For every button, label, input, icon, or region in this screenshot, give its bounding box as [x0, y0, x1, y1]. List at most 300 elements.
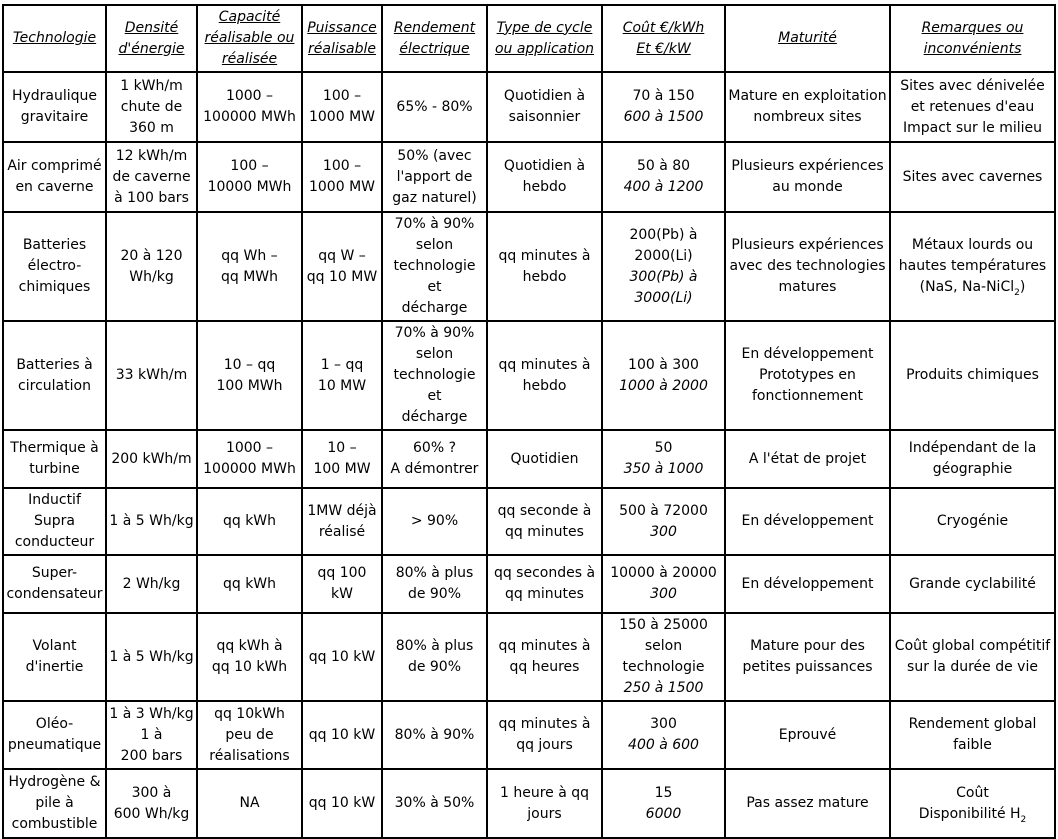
cell-line: Disponibilité H	[918, 805, 1021, 822]
cell-line: turbine	[29, 461, 80, 477]
cell-line: Cryogénie	[936, 513, 1009, 529]
cell-line: Technologie	[12, 30, 97, 46]
cell-line: 360 m	[129, 119, 174, 136]
cell-remarks	[890, 212, 1055, 321]
cell-line: Inductif Supra	[28, 492, 81, 529]
cell-maturity	[725, 555, 890, 613]
cell-line: Indépendant de la	[908, 440, 1037, 456]
cell-line: Produits chimiques	[906, 367, 1039, 383]
cell-line: et retenues d'eau	[910, 98, 1035, 115]
cell-density	[106, 769, 197, 838]
cell-efficiency	[382, 430, 487, 488]
cell-line: Impact sur le milieu	[903, 119, 1042, 136]
cell-density	[106, 488, 197, 555]
cell-line: réalisé	[318, 523, 366, 540]
cell-line: Coût	[956, 784, 989, 801]
cell-line: 600 Wh/kg	[113, 805, 190, 822]
cell-cost	[602, 613, 725, 701]
table-row	[3, 613, 1055, 701]
table-row	[3, 488, 1055, 555]
cell-efficiency	[382, 321, 487, 430]
cell-line: combustible	[11, 816, 98, 832]
cell-line: A l'état de projet	[748, 450, 867, 467]
cell-line: qq minutes à	[498, 716, 591, 732]
cell-line: inconvénients	[923, 40, 1022, 57]
cell-line: Plusieurs expériences	[731, 158, 884, 174]
cell-line: 1000 –	[225, 440, 274, 456]
cell-line: qq minutes	[505, 523, 584, 540]
cell-line: Hydrogène &	[8, 774, 101, 790]
cell-density	[106, 613, 197, 701]
cell-line: Type de cycle	[496, 19, 593, 36]
cell-line: En développement	[741, 575, 874, 592]
cell-efficiency	[382, 613, 487, 701]
cell-line: 100 –	[322, 158, 362, 174]
cell-line: de 90%	[407, 659, 462, 675]
cell-remarks	[890, 701, 1055, 769]
cell-capacity	[197, 613, 302, 701]
table-row	[3, 212, 1055, 321]
cell-line: 1 kWh/m	[120, 77, 183, 94]
cell-line: 100 MWh	[216, 377, 283, 394]
cell-line: technologie et	[393, 258, 476, 295]
cell-cost	[602, 701, 725, 769]
cell-efficiency	[382, 142, 487, 212]
cell-line: 10 MW	[317, 377, 367, 394]
cell-line: 3000(Li)	[634, 289, 693, 306]
closing-paren: )	[1019, 279, 1026, 295]
cell-line: > 90%	[410, 513, 459, 529]
cell-line: 400 à 600	[628, 737, 699, 753]
cell-line: nombreux sites	[753, 109, 862, 125]
table-row	[3, 321, 1055, 430]
table-row	[3, 769, 1055, 838]
cell-line: Métaux lourds ou	[911, 237, 1034, 253]
cell-line: Et €/kW	[636, 40, 691, 57]
cell-capacity	[197, 321, 302, 430]
cell-line: Batteries	[22, 237, 87, 253]
cell-cost	[602, 142, 725, 212]
cell-line: géographie	[932, 461, 1013, 477]
cell-line: qq 10 kW	[308, 648, 376, 665]
cell-power	[302, 613, 382, 701]
cell-line: conducteur	[14, 534, 95, 550]
cell-cycle	[487, 769, 602, 838]
cell-line: d'inertie	[25, 659, 84, 675]
cell-line: 100 MW	[313, 461, 371, 477]
cell-power	[302, 72, 382, 142]
table-row	[3, 701, 1055, 769]
cell-efficiency	[382, 72, 487, 142]
cell-density	[106, 72, 197, 142]
cell-line: en caverne	[15, 179, 94, 195]
cell-line: 70% à 90%	[394, 216, 475, 232]
cell-cycle	[487, 488, 602, 555]
cell-line: qq 10kWh	[214, 705, 285, 722]
cell-power	[302, 488, 382, 555]
cell-line: 1000 MW	[308, 179, 375, 195]
cell-line: 80% à 90%	[394, 726, 475, 743]
subscript: 2	[1020, 814, 1027, 825]
cell-line: selon technologie	[622, 638, 705, 675]
cell-cycle	[487, 430, 602, 488]
cell-cost	[602, 488, 725, 555]
cell-line: 15	[654, 784, 673, 801]
energy-storage-table	[2, 4, 1056, 839]
cell-line: avec des technologies	[729, 258, 886, 274]
cell-line: qq minutes à	[498, 356, 591, 373]
cell-line: Mature pour des	[750, 638, 865, 654]
cell-tech	[3, 769, 106, 838]
cell-line: Thermique à	[10, 440, 99, 456]
cell-line: hautes températures	[898, 258, 1047, 274]
cell-line: 350 à 1000	[623, 461, 704, 477]
cell-line: qq secondes à	[493, 565, 596, 581]
cell-line: qq MWh	[220, 268, 279, 285]
cell-tech	[3, 555, 106, 613]
cell-line: Oléo-	[35, 716, 74, 732]
cell-line: Densité	[124, 19, 179, 36]
cell-line: Grande cyclabilité	[909, 575, 1036, 592]
cell-line: Quotidien	[510, 450, 579, 467]
cell-power	[302, 769, 382, 838]
cell-line: circulation	[18, 377, 91, 394]
subscript: 2	[1014, 287, 1020, 298]
cell-line: qq 100 kW	[317, 565, 367, 602]
cell-cost	[602, 212, 725, 321]
cell-tech	[3, 212, 106, 321]
cell-line: Super-	[31, 565, 78, 581]
cell-line: Batteries à	[16, 356, 93, 373]
cell-cycle	[487, 72, 602, 142]
cell-line: 600 à 1500	[623, 109, 704, 125]
cell-line: selon	[415, 346, 454, 362]
cell-line: Quotidien à	[503, 158, 586, 174]
cell-line: 1000 –	[225, 88, 274, 104]
cell-line: Coût €/kWh	[622, 19, 705, 36]
cell-line: réalisations	[209, 747, 290, 764]
table-row	[3, 430, 1055, 488]
cell-density	[106, 321, 197, 430]
cell-remarks	[890, 613, 1055, 701]
cell-line: En développement	[741, 346, 874, 362]
cell-line: selon	[415, 237, 454, 253]
cell-density	[106, 701, 197, 769]
header-cycle	[487, 5, 602, 72]
cell-line: 500 à 72000	[619, 502, 708, 519]
cell-maturity	[725, 701, 890, 769]
cell-line: qq seconde à	[497, 502, 592, 519]
cell-line: 10000 à 20000	[610, 565, 717, 581]
cell-tech	[3, 142, 106, 212]
cell-maturity	[725, 769, 890, 838]
cell-tech	[3, 488, 106, 555]
cell-cycle	[487, 212, 602, 321]
cell-line: gravitaire	[20, 109, 89, 125]
cell-line: de 90%	[407, 586, 462, 602]
cell-line: jours	[527, 805, 562, 822]
cell-line: Quotidien à	[503, 88, 586, 104]
cell-line: 300(Pb) à	[629, 268, 698, 285]
cell-line: 100 –	[230, 158, 269, 174]
cell-line: peu de	[225, 726, 274, 743]
cell-line: matures	[778, 279, 837, 295]
cell-line: 20 à 120	[120, 247, 183, 264]
header-row	[3, 5, 1055, 72]
cell-line: faible	[953, 737, 992, 753]
cell-density	[106, 142, 197, 212]
cell-line: hebdo	[522, 179, 567, 195]
cell-line: 65% - 80%	[396, 98, 473, 115]
cell-line: 200 bars	[120, 747, 183, 764]
cell-line: 50	[654, 440, 673, 456]
cell-line: chute de	[120, 98, 183, 115]
cell-line: 80% à plus	[395, 565, 474, 581]
header-technology	[3, 5, 106, 72]
cell-cost	[602, 430, 725, 488]
cell-line: 2000(Li)	[634, 247, 693, 264]
cell-line: 80% à plus	[395, 638, 474, 654]
cell-tech	[3, 72, 106, 142]
cell-density	[106, 212, 197, 321]
cell-power	[302, 430, 382, 488]
cell-capacity	[197, 212, 302, 321]
cell-line: gaz naturel)	[392, 189, 477, 206]
cell-line: 10000 MWh	[207, 179, 292, 195]
cell-line: NA	[239, 795, 260, 811]
cell-line: décharge	[401, 409, 468, 425]
cell-tech	[3, 430, 106, 488]
cell-cycle	[487, 701, 602, 769]
cell-line: 200 kWh/m	[111, 450, 192, 467]
cell-power	[302, 321, 382, 430]
cell-line: Rendement global	[908, 716, 1037, 732]
cell-efficiency	[382, 212, 487, 321]
cell-capacity	[197, 142, 302, 212]
cell-maturity	[725, 488, 890, 555]
cell-line: 300	[650, 586, 677, 602]
cell-efficiency	[382, 488, 487, 555]
cell-cycle	[487, 555, 602, 613]
cell-line: 100000 MWh	[203, 461, 296, 477]
cell-line: Air comprimé	[7, 158, 102, 174]
cell-line: qq jours	[516, 737, 573, 753]
cell-efficiency	[382, 555, 487, 613]
cell-line: 60% ?	[413, 440, 456, 456]
cell-remarks	[890, 430, 1055, 488]
cell-line: 300	[650, 716, 677, 732]
cell-line: condensateur	[6, 586, 103, 602]
cell-tech	[3, 701, 106, 769]
cell-line: pneumatique	[7, 737, 102, 753]
cell-line: qq kWh	[222, 575, 277, 592]
cell-line: réalisable ou	[204, 30, 295, 46]
cell-line: Eprouvé	[778, 726, 837, 743]
cell-capacity	[197, 701, 302, 769]
cell-cost	[602, 555, 725, 613]
header-efficiency	[382, 5, 487, 72]
cell-line: Sites avec dénivelée	[900, 77, 1045, 94]
cell-line: réalisable	[308, 40, 376, 57]
cell-line: pile à	[35, 795, 74, 811]
cell-cost	[602, 321, 725, 430]
cell-cost	[602, 769, 725, 838]
cell-remarks	[890, 555, 1055, 613]
cell-maturity	[725, 212, 890, 321]
cell-line: qq minutes à	[498, 247, 591, 264]
header-power	[302, 5, 382, 72]
cell-line: sur la durée de vie	[907, 659, 1038, 675]
cell-maturity	[725, 321, 890, 430]
cell-efficiency	[382, 701, 487, 769]
header-density	[106, 5, 197, 72]
cell-line: qq kWh	[222, 513, 277, 529]
cell-line: Prototypes en	[759, 367, 856, 383]
cell-line: 300 à	[131, 784, 172, 801]
cell-line: Mature en exploitation	[728, 88, 887, 104]
header-remarks	[890, 5, 1055, 72]
cell-line: Wh/kg	[129, 268, 174, 285]
cell-line: En développement	[741, 513, 874, 529]
cell-line: électrique	[399, 40, 470, 57]
header-capacity	[197, 5, 302, 72]
cell-remarks	[890, 72, 1055, 142]
cell-line: petites puissances	[742, 659, 873, 675]
cell-line: A démontrer	[390, 461, 479, 477]
cell-maturity	[725, 72, 890, 142]
cell-line: hebdo	[522, 377, 567, 394]
cell-capacity	[197, 488, 302, 555]
cell-line: qq 10 kW	[308, 795, 376, 811]
cell-tech	[3, 613, 106, 701]
cell-line: qq kWh à	[216, 638, 283, 654]
cell-line: d'énergie	[118, 40, 185, 57]
cell-line: 33 kWh/m	[115, 367, 188, 383]
cell-line: qq heures	[509, 659, 580, 675]
cell-remarks	[890, 769, 1055, 838]
cell-line: réalisée	[221, 51, 278, 67]
cell-capacity	[197, 555, 302, 613]
cell-line: 70% à 90%	[394, 325, 475, 341]
cell-line: l'apport de	[396, 168, 473, 185]
cell-line: 1 à 3 Wh/kg	[109, 705, 194, 722]
cell-line: Hydraulique	[11, 88, 98, 104]
cell-power	[302, 142, 382, 212]
cell-cycle	[487, 142, 602, 212]
cell-remarks	[890, 142, 1055, 212]
cell-line: de caverne	[112, 168, 191, 185]
table-row	[3, 72, 1055, 142]
cell-power	[302, 701, 382, 769]
cell-line: 2 Wh/kg	[122, 575, 181, 592]
cell-line: qq 10 kW	[308, 726, 376, 743]
cell-line: décharge	[401, 300, 468, 316]
cell-line: Remarques ou	[921, 19, 1024, 36]
cell-line: 70 à 150	[632, 88, 695, 104]
cell-line: 50% (avec	[397, 147, 472, 164]
cell-line: 1MW déjà	[307, 502, 377, 519]
header-maturity	[725, 5, 890, 72]
cell-line: 10 – qq	[223, 356, 276, 373]
cell-line: 30% à 50%	[394, 795, 475, 811]
cell-line: 50 à 80	[636, 158, 691, 174]
cell-line: ou application	[494, 40, 595, 57]
cell-line: 1 à 5 Wh/kg	[109, 513, 194, 529]
cell-line: 1 heure à qq	[499, 784, 590, 801]
cell-line: Plusieurs expériences	[731, 237, 884, 253]
cell-tech	[3, 321, 106, 430]
cell-maturity	[725, 613, 890, 701]
cell-line: électro-	[27, 258, 82, 274]
cell-density	[106, 555, 197, 613]
cell-line: 300	[650, 523, 677, 540]
cell-line: à 100 bars	[114, 189, 189, 206]
cell-line: qq Wh –	[221, 247, 278, 264]
cell-line: Sites avec cavernes	[902, 168, 1043, 185]
cell-line: chimiques	[18, 279, 91, 295]
cell-line: Puissance	[307, 19, 377, 36]
cell-cycle	[487, 613, 602, 701]
cell-line: 150 à 25000	[619, 617, 708, 633]
cell-line-with-subscript	[893, 804, 1052, 825]
cell-line: 1 à	[140, 726, 163, 743]
cell-line: au monde	[772, 179, 843, 195]
cell-line: Maturité	[778, 30, 837, 46]
cell-line: Pas assez mature	[746, 795, 869, 811]
cell-line: 100 –	[322, 88, 362, 104]
cell-remarks	[890, 488, 1055, 555]
cell-line: 200(Pb) à	[629, 226, 698, 243]
cell-line: 1 – qq	[320, 356, 364, 373]
cell-line: qq minutes à	[498, 638, 591, 654]
cell-maturity	[725, 430, 890, 488]
cell-line: qq minutes	[505, 586, 584, 602]
cell-line: technologie et	[393, 367, 476, 404]
cell-line: saisonnier	[508, 109, 581, 125]
cell-capacity	[197, 72, 302, 142]
cell-line: 100 à 300	[628, 356, 699, 373]
cell-line: 12 kWh/m	[115, 147, 188, 164]
cell-line: 1000 à 2000	[619, 377, 708, 394]
cell-line: 1 à 5 Wh/kg	[109, 648, 194, 665]
cell-line: 100000 MWh	[203, 109, 296, 125]
cell-line: 250 à 1500	[623, 680, 704, 696]
cell-power	[302, 555, 382, 613]
cell-line-with-subscript	[893, 277, 1052, 298]
cell-capacity	[197, 430, 302, 488]
cell-remarks	[890, 321, 1055, 430]
cell-density	[106, 430, 197, 488]
table-row	[3, 555, 1055, 613]
cell-line: Capacité	[218, 9, 281, 25]
cell-line: Coût global compétitif	[894, 638, 1051, 654]
cell-line: hebdo	[522, 268, 567, 285]
cell-cost	[602, 72, 725, 142]
table-row	[3, 142, 1055, 212]
cell-line: Volant	[32, 638, 77, 654]
cell-line: Rendement	[393, 19, 476, 36]
header-cost	[602, 5, 725, 72]
cell-line: (NaS, Na-NiCl	[919, 279, 1015, 295]
cell-cycle	[487, 321, 602, 430]
cell-line: 400 à 1200	[623, 179, 704, 195]
cell-line: 1000 MW	[308, 109, 375, 125]
cell-line: qq W –	[318, 247, 366, 264]
cell-line: 6000	[645, 805, 682, 822]
cell-maturity	[725, 142, 890, 212]
cell-line: 10 –	[327, 440, 357, 456]
cell-line: qq 10 kWh	[211, 659, 288, 675]
